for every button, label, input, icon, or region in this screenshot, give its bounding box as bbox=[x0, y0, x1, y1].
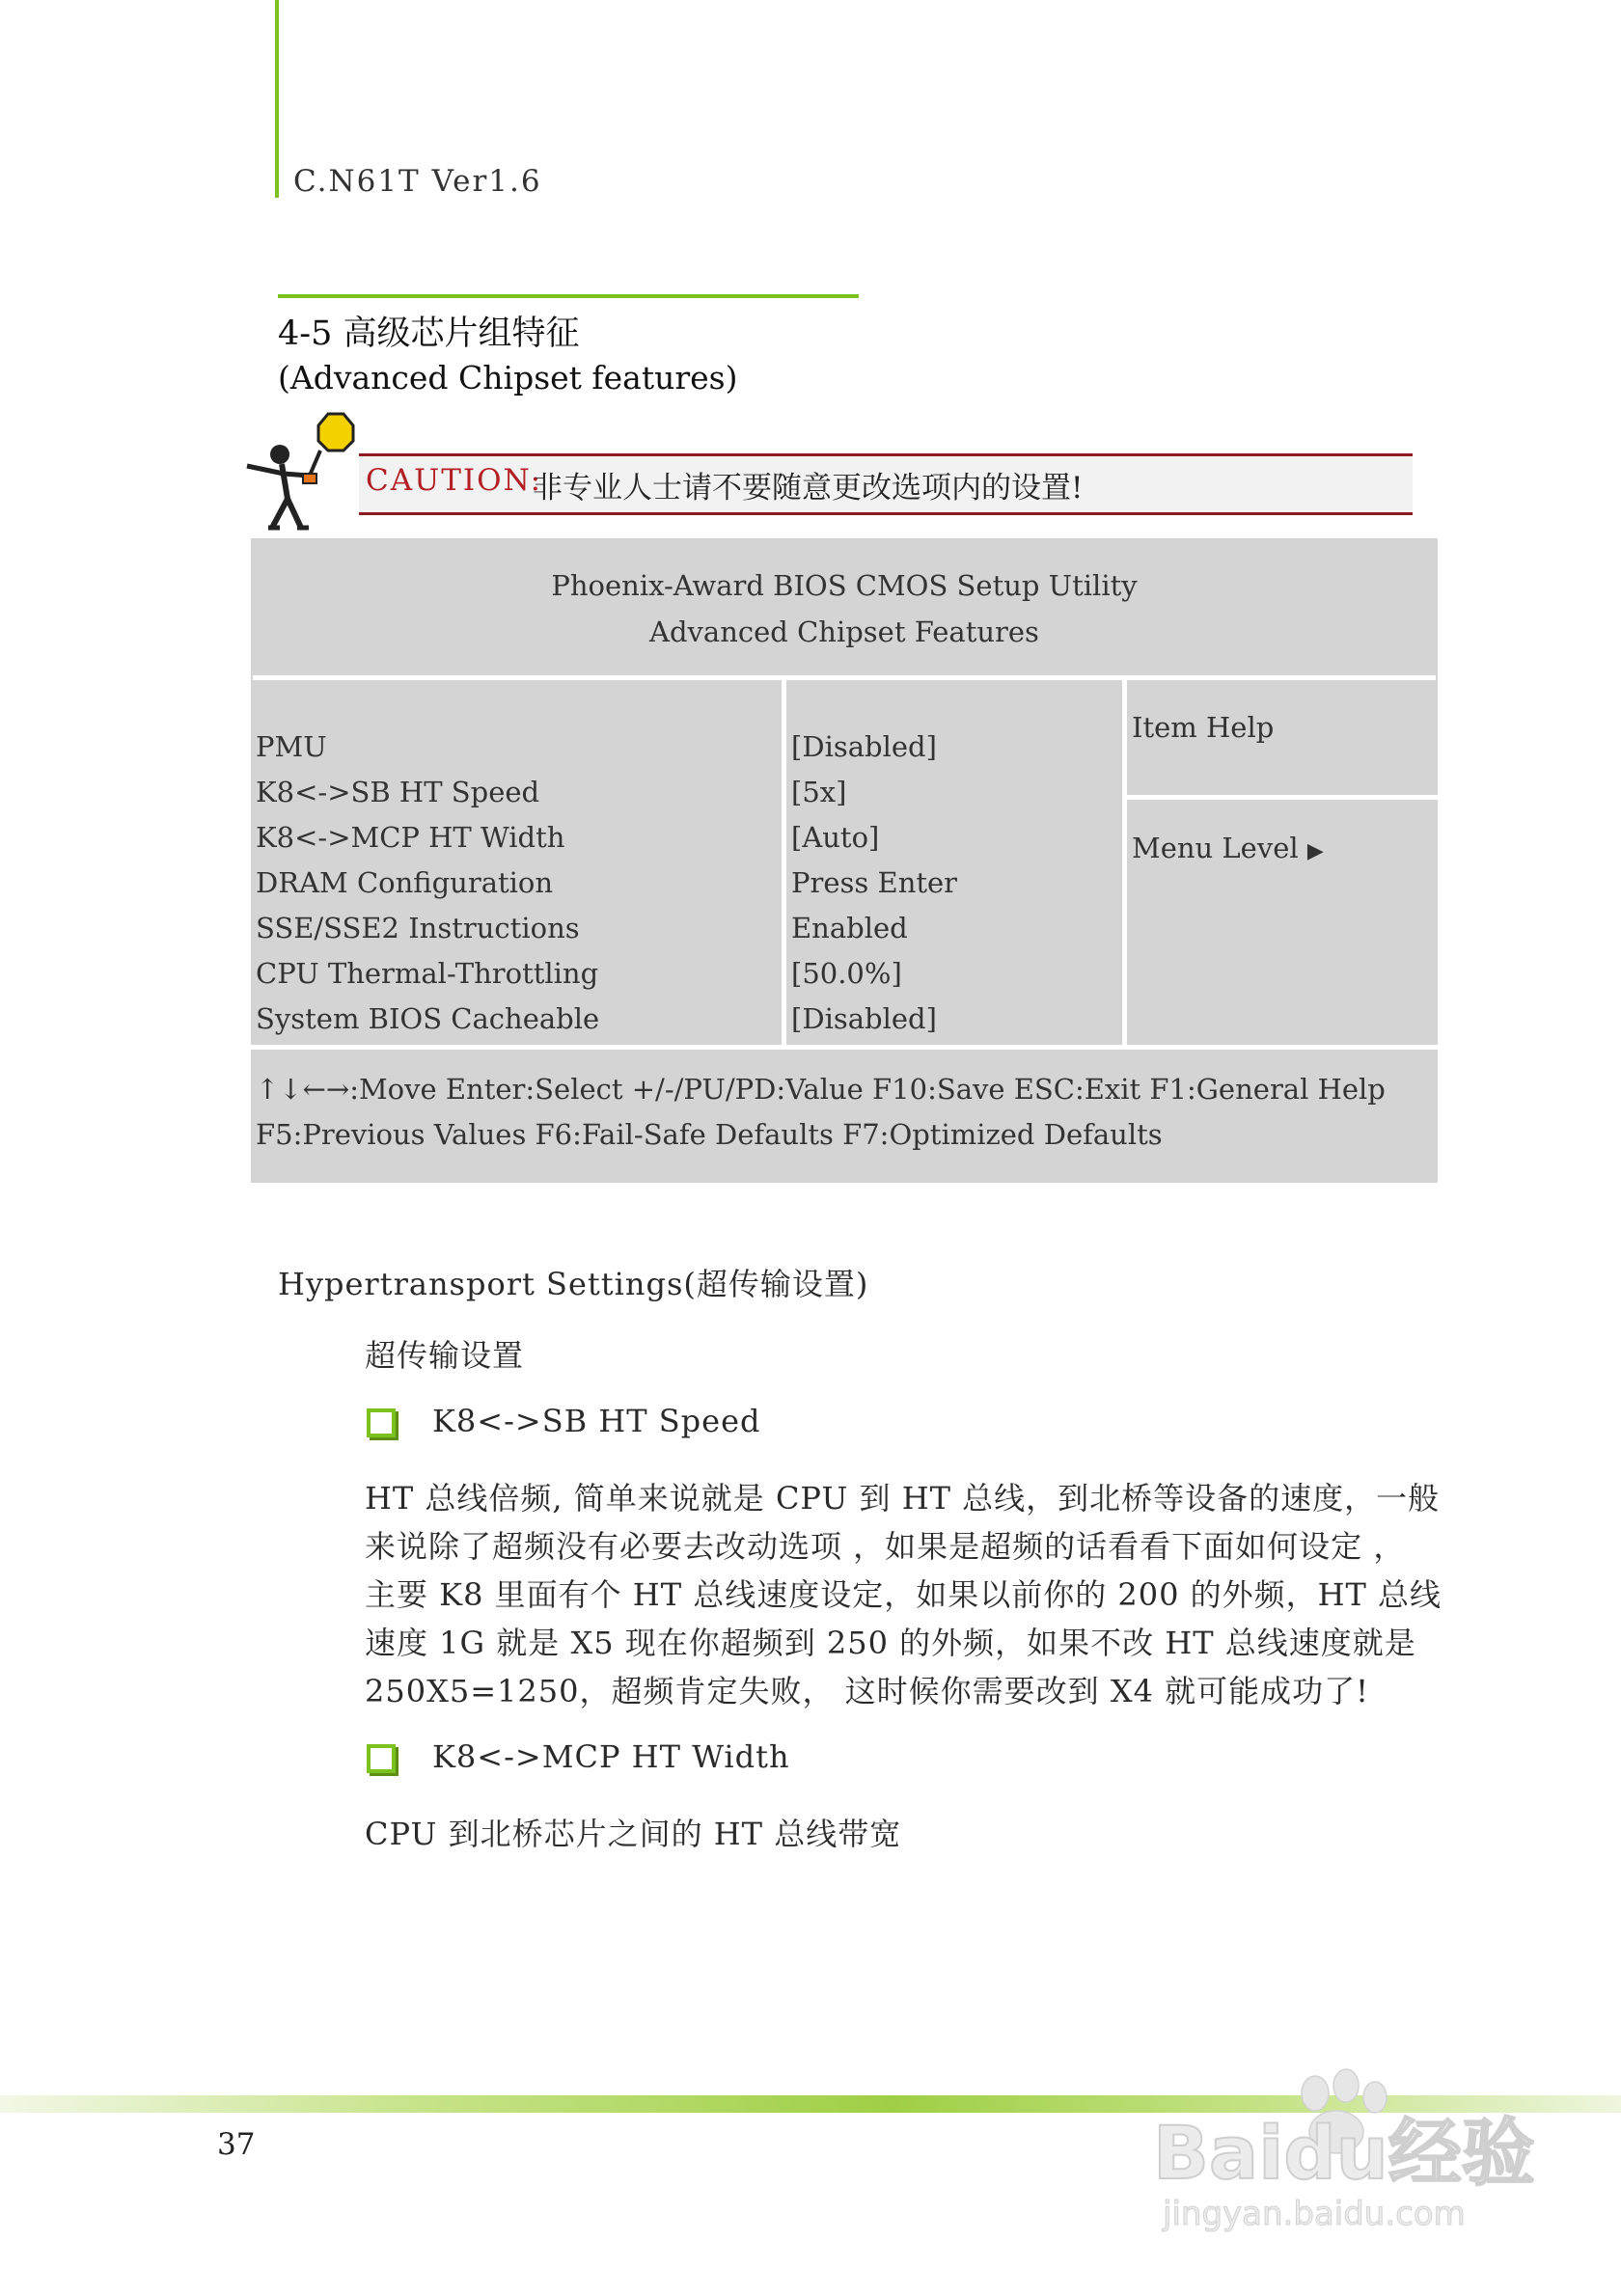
header-accent-rule bbox=[275, 0, 279, 198]
bios-item-value[interactable]: [50.0%] bbox=[791, 957, 902, 990]
item1-title: K8<->SB HT Speed bbox=[432, 1403, 761, 1439]
bios-key-legend-line2: F5:Previous Values F6:Fail-Safe Defaults F7:Optimized Defaults bbox=[256, 1118, 1163, 1151]
watermark-brand: Baidu经验 bbox=[1153, 2110, 1535, 2196]
bios-item-label: System BIOS Cacheable bbox=[256, 1002, 600, 1035]
bios-item-help: Item Help bbox=[1132, 711, 1275, 744]
caution-text: 非专业人士请不要随意更改选项内的设置! bbox=[533, 471, 1084, 506]
item1-line: 主要 K8 里面有个 HT 总线速度设定，如果以前你的 200 的外频，HT 总线 bbox=[365, 1576, 1442, 1613]
bios-item-value[interactable]: Enabled bbox=[791, 912, 908, 944]
bios-item-label: K8<->SB HT Speed bbox=[256, 776, 540, 808]
bios-footer-divider bbox=[251, 1045, 1438, 1050]
bios-title: Phoenix-Award BIOS CMOS Setup Utility bbox=[551, 569, 1138, 602]
bios-item-label: CPU Thermal-Throttling bbox=[256, 957, 599, 990]
checkbox-bullet-icon bbox=[367, 1408, 396, 1437]
item1-line: 速度 1G 就是 X5 现在你超频到 250 的外频，如果不改 HT 总线速度就是 bbox=[365, 1625, 1416, 1661]
bios-menu-level bbox=[1132, 832, 1324, 864]
bios-menu-level-label: Menu Level bbox=[1132, 832, 1299, 864]
section-subtitle: (Advanced Chipset features) bbox=[278, 359, 738, 396]
baidu-jingyan-watermark bbox=[1143, 2064, 1549, 2233]
watermark-url: jingyan.baidu.com bbox=[1163, 2195, 1466, 2233]
bios-subtitle: Advanced Chipset Features bbox=[649, 615, 1039, 648]
bios-column-divider bbox=[782, 680, 786, 1047]
bios-header bbox=[253, 540, 1436, 680]
model-version: C.N61T Ver1.6 bbox=[293, 164, 542, 199]
bios-item-label: SSE/SSE2 Instructions bbox=[256, 912, 580, 944]
bios-item-label: DRAM Configuration bbox=[256, 866, 554, 899]
body-heading: Hypertransport Settings(超传输设置) bbox=[278, 1266, 869, 1302]
item2-title: K8<->MCP HT Width bbox=[432, 1738, 790, 1775]
item2-text: CPU 到北桥芯片之间的 HT 总线带宽 bbox=[365, 1816, 902, 1852]
bios-item-value[interactable]: Press Enter bbox=[791, 866, 958, 899]
caution-label: CAUTION: bbox=[366, 463, 543, 498]
bios-item-label: PMU bbox=[256, 730, 327, 763]
item1-line: 来说除了超频没有必要去改动选项 ，如果是超频的话看看下面如何设定 ， bbox=[365, 1528, 1406, 1565]
checkbox-bullet-icon bbox=[367, 1744, 396, 1773]
body-intro: 超传输设置 bbox=[365, 1337, 525, 1374]
bios-column-divider bbox=[1122, 680, 1127, 1047]
triangle-right-icon: ▶ bbox=[1306, 839, 1324, 863]
bios-item-value[interactable]: [Auto] bbox=[791, 821, 880, 854]
bios-item-value[interactable]: [Disabled] bbox=[791, 1002, 937, 1035]
bios-item-value[interactable]: [5x] bbox=[791, 776, 847, 808]
section-title: 4-5 高级芯片组特征 bbox=[278, 314, 580, 353]
bios-item-value[interactable]: [Disabled] bbox=[791, 730, 937, 763]
item1-line: HT 总线倍频, 简单来说就是 CPU 到 HT 总线，到北桥等设备的速度，一般 bbox=[365, 1480, 1441, 1517]
bios-key-legend-line1: ↑↓←→:Move Enter:Select +/-/PU/PD:Value F10:Save ESC:Exit F1:General Help bbox=[256, 1073, 1386, 1106]
bios-help-divider bbox=[1127, 795, 1438, 800]
item1-line: 250X5=1250，超频肯定失败， 这时候你需要改到 X4 就可能成功了! bbox=[365, 1673, 1369, 1709]
caution-stick-figure-icon bbox=[239, 410, 365, 535]
bios-item-label: K8<->MCP HT Width bbox=[256, 821, 565, 854]
section-accent-rule bbox=[278, 294, 859, 298]
page-number: 37 bbox=[217, 2127, 256, 2162]
